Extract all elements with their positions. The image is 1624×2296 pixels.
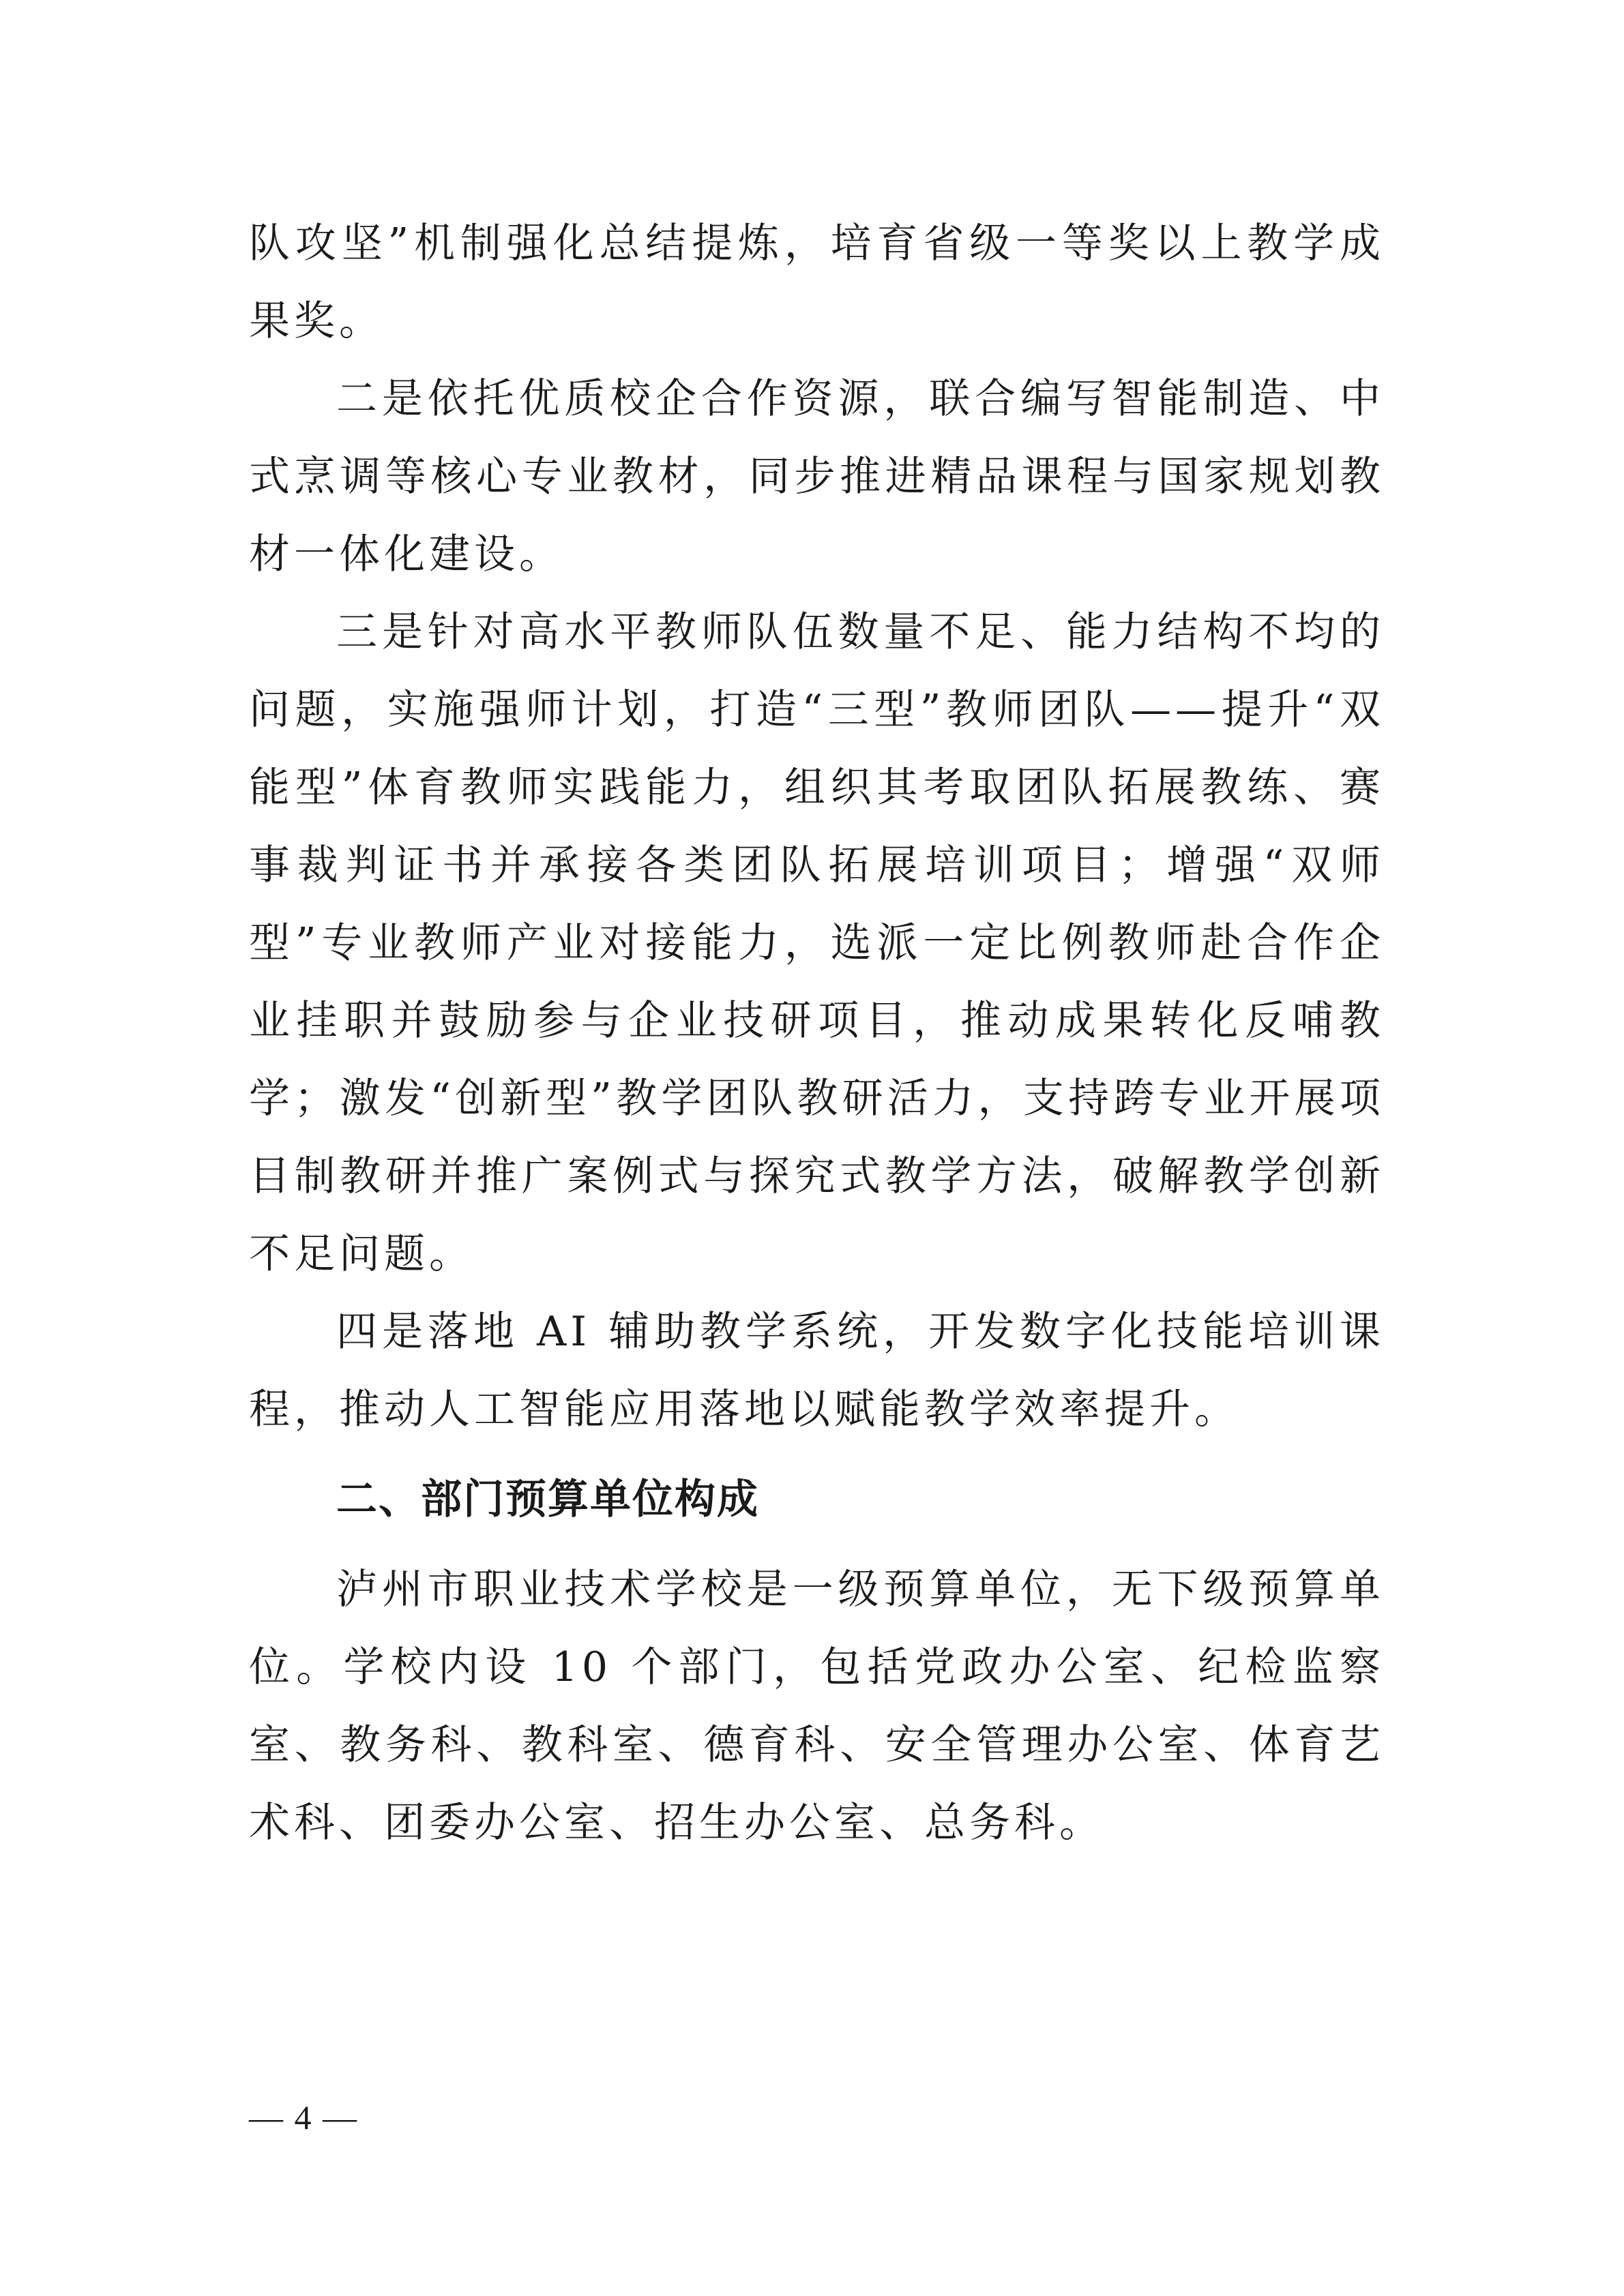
document-body — [249, 205, 1385, 1862]
section-heading: 二、部门预算单位构成 — [336, 1476, 759, 1523]
paragraph-continued: 队攻坚”机制强化总结提炼，培育省级一等奖以上教学成果奖。 — [249, 220, 1385, 345]
paragraph-item-three: 三是针对高水平教师队伍数量不足、能力结构不均的问题，实施强师计划，打造“三型”教师团队——提升“双能型”体育教师实践能力，组织其考取团队拓展教练、赛事裁判证书并承接各类团队拓展培训项目；增强“双师型”专业教师产业对接能力，选派一定比例教师赴合作企业挂职并鼓励参与企业技研项目，推动成果转化反哺教学；激发“创新型”教学团队教研活力，支持跨专业开展项目制教研并推广案例式与探究式教学方法，破解教学创新不足问题。 — [249, 608, 1385, 1278]
page-number: — 4 — — [249, 2098, 358, 2136]
paragraph-budget-units: 泸州市职业技术学校是一级预算单位，无下级预算单位。学校内设 10 个部门，包括党政办公室、纪检监察室、教务科、教科室、德育科、安全管理办公室、体育艺术科、团委办公室、招生办公室、总务科。 — [249, 1566, 1385, 1847]
paragraph-item-two: 二是依托优质校企合作资源，联合编写智能制造、中式烹调等核心专业教材，同步推进精品课程与国家规划教材一体化建设。 — [249, 375, 1385, 578]
paragraph-item-four: 四是落地 AI 辅助教学系统，开发数字化技能培训课程，推动人工智能应用落地以赋能教学效率提升。 — [249, 1308, 1385, 1433]
